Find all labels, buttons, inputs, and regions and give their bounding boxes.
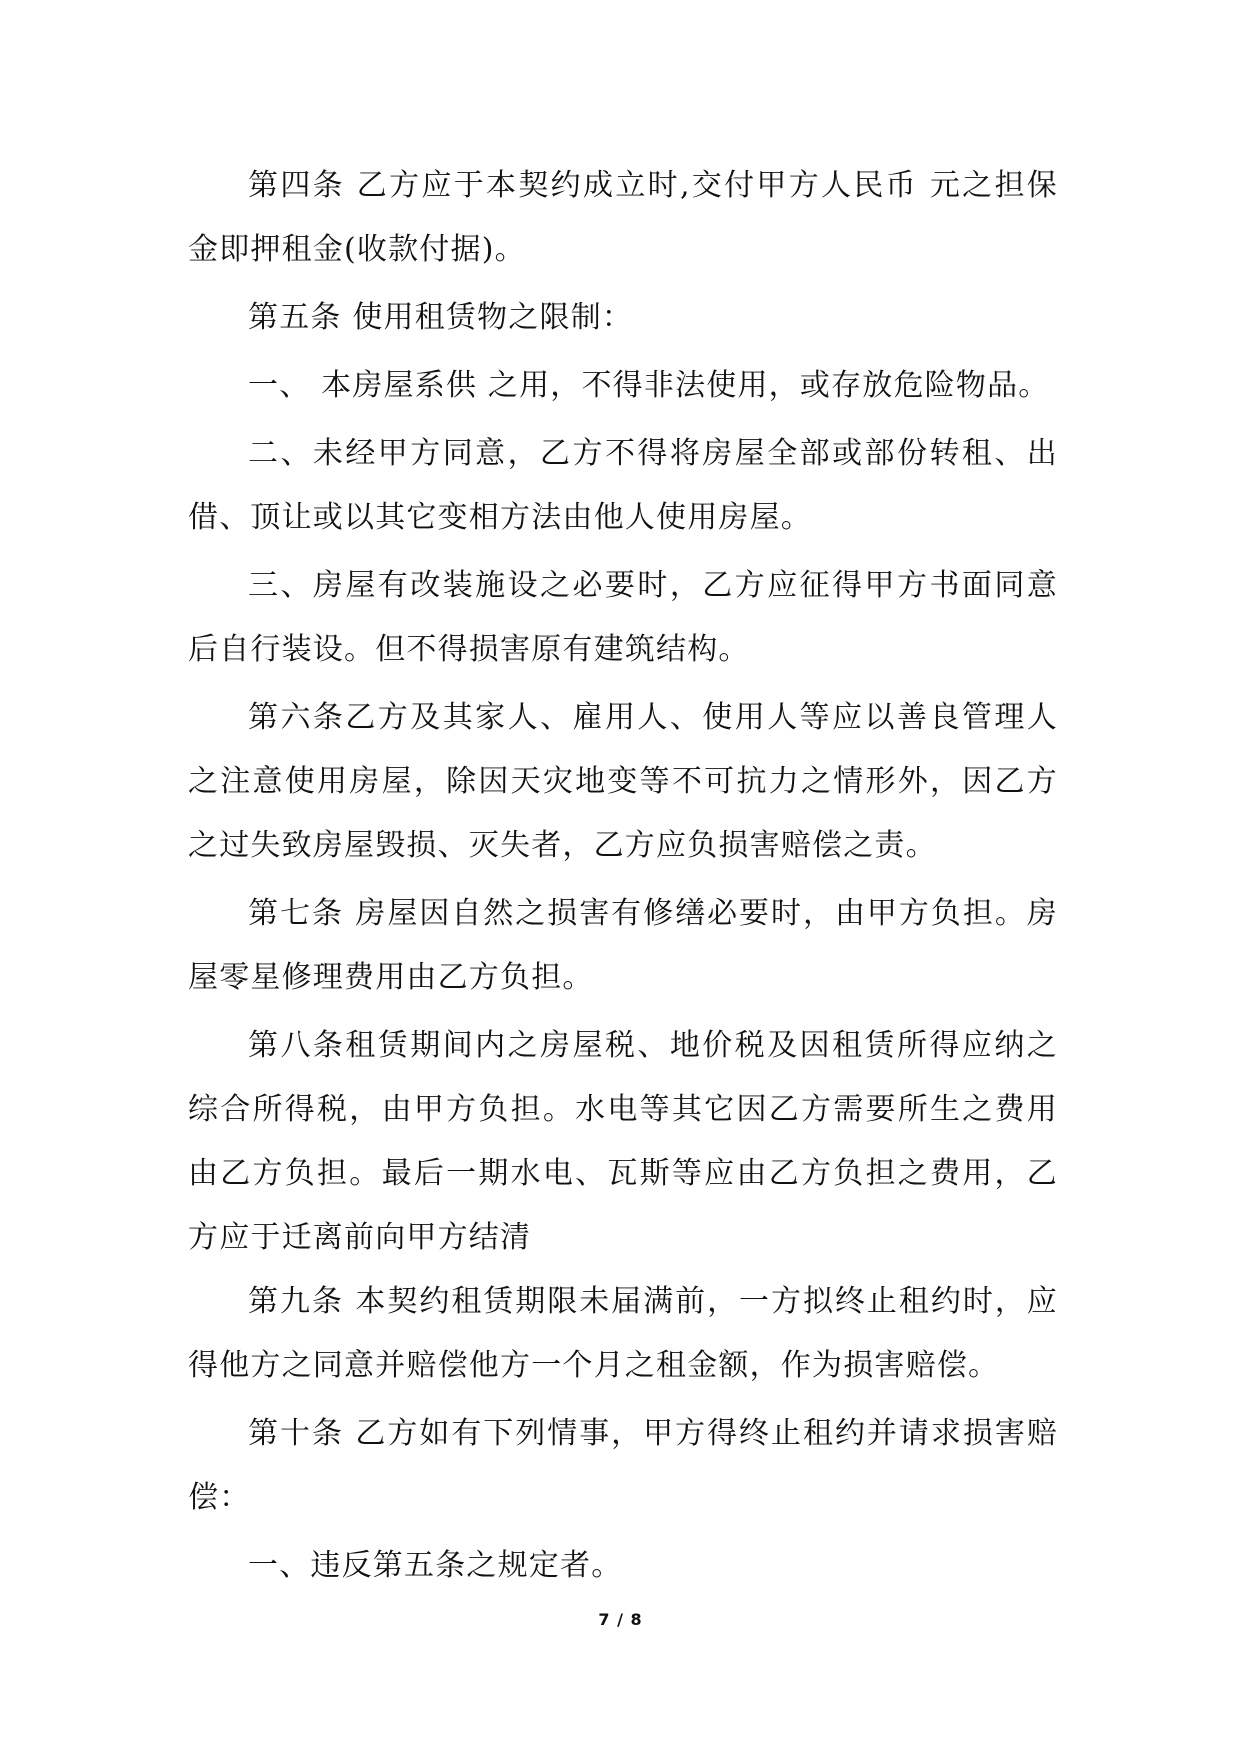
article-8-paragraph: 第八条租赁期间内之房屋税、地价税及因租赁所得应纳之综合所得税，由甲方负担。水电等其它因乙方需要所生之费用由乙方负担。最后一期水电、瓦斯等应由乙方负担之费用，乙方应于迁离前向甲方结清 xyxy=(188,1028,1058,1255)
article-4-paragraph: 第四条 乙方应于本契约成立时,交付甲方人民币 元之担保金即押租金(收款付据)。 xyxy=(188,168,1058,267)
page-number: 7 / 8 xyxy=(598,1610,643,1629)
article-6-paragraph: 第六条乙方及其家人、雇用人、使用人等应以善良管理人之注意使用房屋，除因天灾地变等不可抗力之情形外，因乙方之过失致房屋毁损、灭失者，乙方应负损害赔偿之责。 xyxy=(188,700,1058,863)
article-10-paragraph: 第十条 乙方如有下列情事，甲方得终止租约并请求损害赔偿： xyxy=(188,1416,1058,1515)
article-5-item-3: 三、房屋有改装施设之必要时，乙方应征得甲方书面同意后自行装设。但不得损害原有建筑结构。 xyxy=(188,568,1058,667)
article-10-item-1: 一、违反第五条之规定者。 xyxy=(248,1548,623,1583)
article-9-paragraph: 第九条 本契约租赁期限未届满前，一方拟终止租约时，应得他方之同意并赔偿他方一个月之租金额，作为损害赔偿。 xyxy=(188,1284,1058,1383)
article-5-heading: 第五条 使用租赁物之限制： xyxy=(248,300,634,335)
article-7-paragraph: 第七条 房屋因自然之损害有修缮必要时，由甲方负担。房屋零星修理费用由乙方负担。 xyxy=(188,896,1058,995)
article-5-item-1: 一、 本房屋系供 之用，不得非法使用，或存放危险物品。 xyxy=(248,368,1050,403)
article-5-item-2: 二、未经甲方同意，乙方不得将房屋全部或部份转租、出借、顶让或以其它变相方法由他人使用房屋。 xyxy=(188,436,1058,535)
document-body xyxy=(188,154,1058,1602)
